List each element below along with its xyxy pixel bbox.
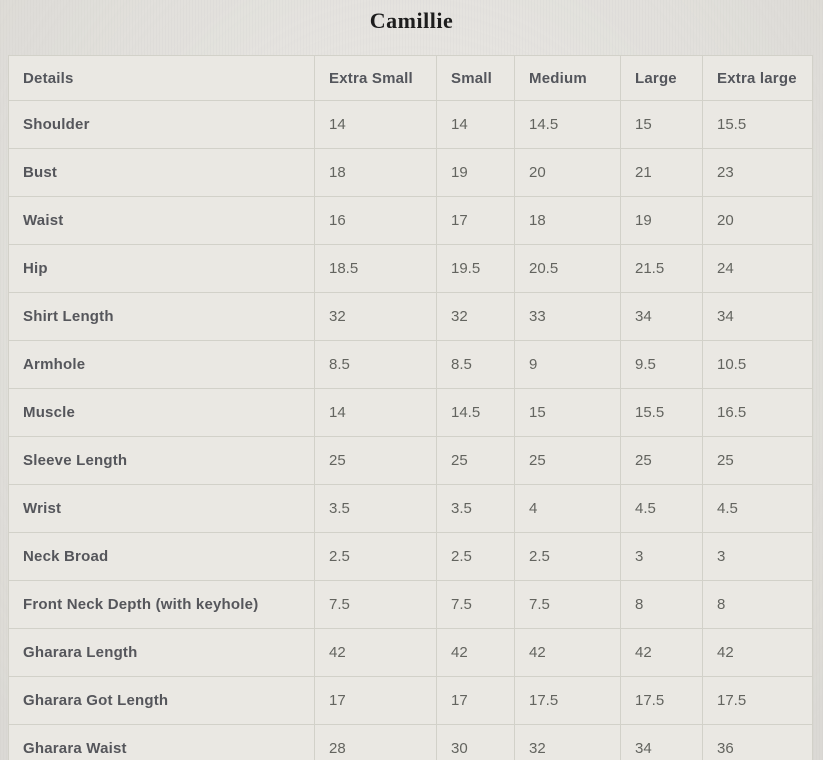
cell-value: 20.5 xyxy=(515,245,621,293)
page-title: Camillie xyxy=(369,8,454,33)
cell-value: 19 xyxy=(437,149,515,197)
column-header-size: Large xyxy=(621,56,703,101)
row-label: Bust xyxy=(9,149,315,197)
cell-value: 3.5 xyxy=(315,485,437,533)
cell-value: 20 xyxy=(515,149,621,197)
cell-value: 19.5 xyxy=(437,245,515,293)
table-row xyxy=(9,533,813,581)
cell-value: 7.5 xyxy=(515,581,621,629)
table-row xyxy=(9,485,813,533)
cell-value: 17.5 xyxy=(703,677,813,725)
cell-value: 14.5 xyxy=(437,389,515,437)
column-header-details: Details xyxy=(9,56,315,101)
table-row xyxy=(9,437,813,485)
cell-value: 25 xyxy=(437,437,515,485)
cell-value: 4.5 xyxy=(621,485,703,533)
cell-value: 3 xyxy=(703,533,813,581)
cell-value: 18 xyxy=(315,149,437,197)
cell-value: 2.5 xyxy=(437,533,515,581)
size-chart-table xyxy=(8,55,813,760)
row-label: Gharara Waist xyxy=(9,725,315,760)
table-row xyxy=(9,629,813,677)
cell-value: 17 xyxy=(315,677,437,725)
row-label: Muscle xyxy=(9,389,315,437)
cell-value: 42 xyxy=(621,629,703,677)
cell-value: 14.5 xyxy=(515,101,621,149)
cell-value: 36 xyxy=(703,725,813,760)
cell-value: 18.5 xyxy=(315,245,437,293)
cell-value: 8.5 xyxy=(315,341,437,389)
cell-value: 33 xyxy=(515,293,621,341)
cell-value: 3.5 xyxy=(437,485,515,533)
row-label: Hip xyxy=(9,245,315,293)
cell-value: 8 xyxy=(703,581,813,629)
cell-value: 18 xyxy=(515,197,621,245)
row-label: Gharara Got Length xyxy=(9,677,315,725)
cell-value: 16.5 xyxy=(703,389,813,437)
cell-value: 24 xyxy=(703,245,813,293)
cell-value: 32 xyxy=(315,293,437,341)
row-label: Gharara Length xyxy=(9,629,315,677)
cell-value: 17.5 xyxy=(515,677,621,725)
cell-value: 34 xyxy=(703,293,813,341)
cell-value: 17 xyxy=(437,677,515,725)
cell-value: 42 xyxy=(315,629,437,677)
cell-value: 8 xyxy=(621,581,703,629)
column-header-size: Extra large xyxy=(703,56,813,101)
cell-value: 9.5 xyxy=(621,341,703,389)
table-row xyxy=(9,341,813,389)
row-label: Waist xyxy=(9,197,315,245)
cell-value: 15 xyxy=(621,101,703,149)
cell-value: 32 xyxy=(437,293,515,341)
row-label: Shirt Length xyxy=(9,293,315,341)
table-row xyxy=(9,293,813,341)
table-row xyxy=(9,725,813,760)
row-label: Front Neck Depth (with keyhole) xyxy=(9,581,315,629)
cell-value: 32 xyxy=(515,725,621,760)
cell-value: 25 xyxy=(315,437,437,485)
cell-value: 17.5 xyxy=(621,677,703,725)
cell-value: 42 xyxy=(703,629,813,677)
cell-value: 10.5 xyxy=(703,341,813,389)
cell-value: 42 xyxy=(437,629,515,677)
cell-value: 25 xyxy=(703,437,813,485)
table-row xyxy=(9,149,813,197)
cell-value: 17 xyxy=(437,197,515,245)
table-body xyxy=(9,101,813,760)
table-row xyxy=(9,197,813,245)
table-row xyxy=(9,389,813,437)
row-label: Armhole xyxy=(9,341,315,389)
cell-value: 25 xyxy=(621,437,703,485)
column-header-size: Extra Small xyxy=(315,56,437,101)
cell-value: 30 xyxy=(437,725,515,760)
cell-value: 19 xyxy=(621,197,703,245)
cell-value: 21 xyxy=(621,149,703,197)
cell-value: 16 xyxy=(315,197,437,245)
cell-value: 15.5 xyxy=(621,389,703,437)
cell-value: 25 xyxy=(515,437,621,485)
cell-value: 20 xyxy=(703,197,813,245)
row-label: Wrist xyxy=(9,485,315,533)
cell-value: 4.5 xyxy=(703,485,813,533)
cell-value: 28 xyxy=(315,725,437,760)
cell-value: 3 xyxy=(621,533,703,581)
cell-value: 8.5 xyxy=(437,341,515,389)
table-row xyxy=(9,101,813,149)
cell-value: 34 xyxy=(621,725,703,760)
cell-value: 34 xyxy=(621,293,703,341)
cell-value: 14 xyxy=(315,389,437,437)
cell-value: 14 xyxy=(315,101,437,149)
column-header-size: Medium xyxy=(515,56,621,101)
cell-value: 23 xyxy=(703,149,813,197)
cell-value: 9 xyxy=(515,341,621,389)
header-row xyxy=(9,56,813,101)
table-row xyxy=(9,581,813,629)
cell-value: 4 xyxy=(515,485,621,533)
cell-value: 15 xyxy=(515,389,621,437)
row-label: Shoulder xyxy=(9,101,315,149)
row-label: Sleeve Length xyxy=(9,437,315,485)
column-header-size: Small xyxy=(437,56,515,101)
table-row xyxy=(9,245,813,293)
cell-value: 42 xyxy=(515,629,621,677)
cell-value: 7.5 xyxy=(437,581,515,629)
cell-value: 14 xyxy=(437,101,515,149)
cell-value: 2.5 xyxy=(515,533,621,581)
table-row xyxy=(9,677,813,725)
cell-value: 2.5 xyxy=(315,533,437,581)
cell-value: 21.5 xyxy=(621,245,703,293)
cell-value: 15.5 xyxy=(703,101,813,149)
cell-value: 7.5 xyxy=(315,581,437,629)
row-label: Neck Broad xyxy=(9,533,315,581)
